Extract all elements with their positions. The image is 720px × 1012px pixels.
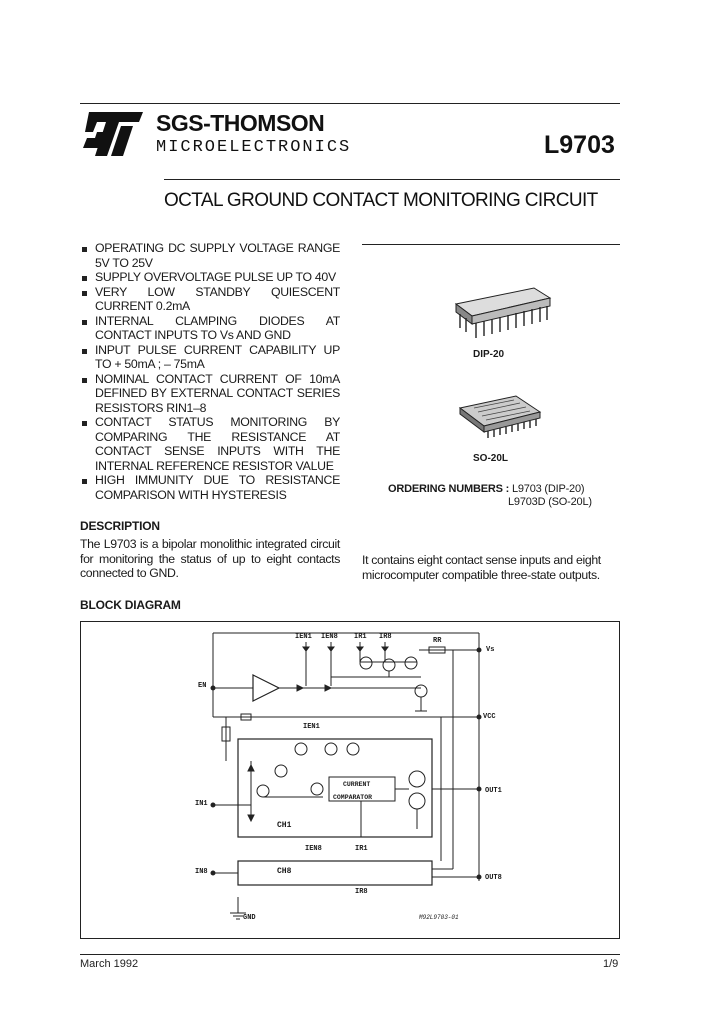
footer-date: March 1992	[80, 958, 139, 970]
division-name: MICROELECTRONICS	[156, 138, 352, 157]
label-vs: Vs	[486, 646, 495, 654]
label-in1: IN1	[195, 800, 208, 808]
so20l-package-icon	[456, 394, 546, 444]
diagram-reference: M92L9703-01	[419, 914, 459, 921]
so20l-label: SO-20L	[473, 453, 509, 464]
part-number: L9703	[544, 131, 615, 159]
package-box	[362, 244, 620, 514]
label-en: EN	[198, 682, 207, 690]
footer-rule	[80, 954, 620, 955]
label-in8: IN8	[195, 868, 208, 876]
label-vcc: VCC	[483, 713, 496, 721]
feature-item: INPUT PULSE CURRENT CAPABILITY UP TO + 50mA ; – 75mA	[80, 343, 340, 372]
label-ir8-top: IR8	[379, 633, 392, 641]
feature-item: HIGH IMMUNITY DUE TO RESISTANCE COMPARISON WITH HYSTERESIS	[80, 473, 340, 502]
description-heading: DESCRIPTION	[80, 519, 160, 533]
label-ien1-mid: IEN1	[303, 723, 320, 731]
company-name: SGS-THOMSON	[156, 110, 325, 136]
dip20-package-icon	[446, 284, 556, 346]
label-out1: OUT1	[485, 787, 502, 795]
label-ien1-top: IEN1	[295, 633, 312, 641]
st-logo-icon	[79, 110, 147, 158]
label-ir8-bot: IR8	[355, 888, 368, 896]
header-bottom-rule	[164, 179, 620, 180]
label-ien8-bot: IEN8	[305, 845, 322, 853]
feature-item: VERY LOW STANDBY QUIESCENT CURRENT 0.2mA	[80, 285, 340, 314]
ordering-dip: L9703 (DIP-20)	[511, 483, 585, 495]
description-left: The L9703 is a bipolar monolithic integrated circuit for monitoring the status of up to eight contacts connected to GND.	[80, 537, 340, 580]
document-title: OCTAL GROUND CONTACT MONITORING CIRCUIT	[164, 190, 598, 211]
label-ir1-bot: IR1	[355, 845, 368, 853]
label-rr: RR	[433, 637, 442, 645]
footer-page: 1/9	[603, 958, 619, 970]
ordering-numbers	[388, 483, 592, 509]
feature-item: OPERATING DC SUPPLY VOLTAGE RANGE 5V TO 25V	[80, 241, 340, 270]
ordering-label: ORDERING NUMBERS :	[388, 483, 510, 495]
feature-item: CONTACT STATUS MONITORING BY COMPARING THE RESISTANCE AT CONTACT SENSE INPUTS WITH THE INTERNAL REFERENCE RESISTOR VALUE	[80, 415, 340, 473]
feature-item: INTERNAL CLAMPING DIODES AT CONTACT INPUTS TO Vs AND GND	[80, 314, 340, 343]
block-diagram-schematic	[81, 622, 619, 938]
block-diagram-heading: BLOCK DIAGRAM	[80, 598, 181, 612]
description-right: It contains eight contact sense inputs and eight microcomputer compatible three-state outputs.	[362, 553, 601, 582]
ordering-so: L9703D (SO-20L)	[508, 496, 592, 508]
label-current: CURRENT	[343, 781, 371, 788]
label-ch1: CH1	[277, 821, 292, 830]
block-diagram-frame	[80, 621, 620, 939]
label-gnd: GND	[243, 914, 256, 922]
feature-list	[80, 241, 340, 502]
feature-item: SUPPLY OVERVOLTAGE PULSE UP TO 40V	[80, 270, 340, 285]
label-ien8-top: IEN8	[321, 633, 338, 641]
label-comparator: COMPARATOR	[333, 794, 373, 801]
feature-item: NOMINAL CONTACT CURRENT OF 10mA DEFINED BY EXTERNAL CONTACT SERIES RESISTORS RIN1–8	[80, 372, 340, 416]
label-out8: OUT8	[485, 874, 502, 882]
header-top-rule	[80, 103, 620, 104]
dip20-label: DIP-20	[473, 349, 505, 360]
label-ir1-top: IR1	[354, 633, 367, 641]
label-ch8: CH8	[277, 867, 292, 876]
